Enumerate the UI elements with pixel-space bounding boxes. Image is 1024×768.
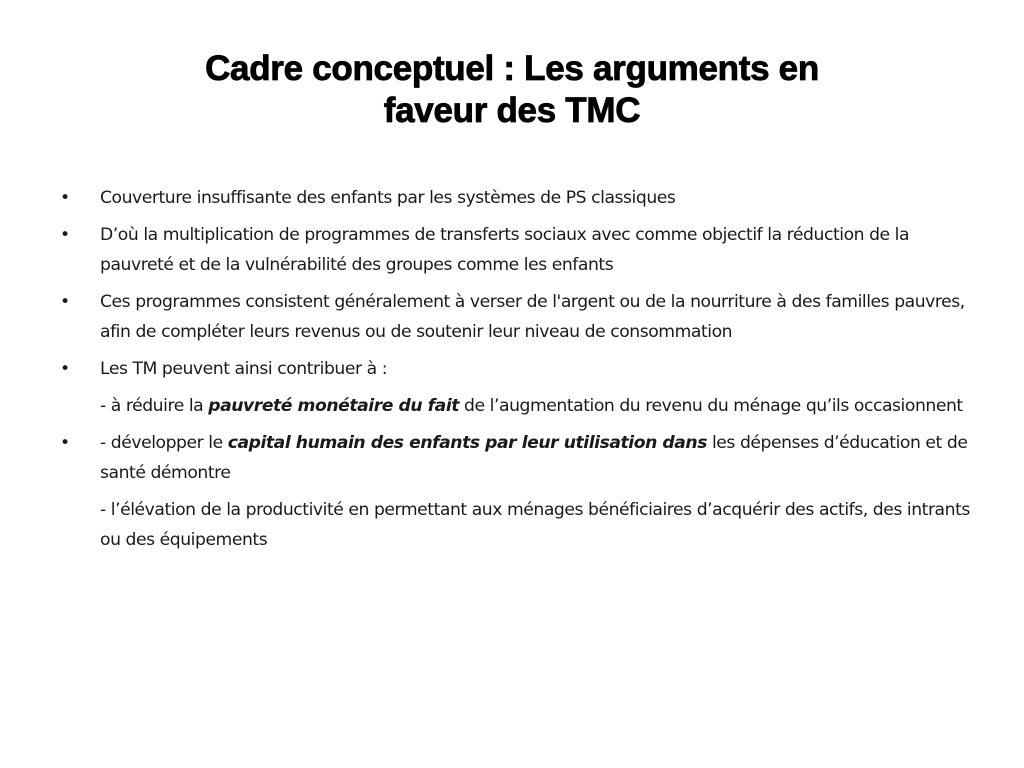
sub-paragraph-text: - à réduire la (100, 396, 209, 416)
sub-paragraph-1 (58, 391, 970, 421)
slide-title-line-1: Cadre conceptuel : Les arguments en (205, 49, 819, 88)
bullet-item-text: Les TM peuvent ainsi contribuer à : (100, 359, 388, 379)
bullet-marker: • (60, 188, 70, 208)
slide-title (60, 48, 964, 132)
bullet-item-text: Couverture insuffisante des enfants par les systèmes de PS classiques (100, 188, 676, 208)
bullet-item-3 (58, 287, 970, 347)
bullet-item-text: les dépenses d’éducation et de santé démontre (100, 433, 968, 483)
bullet-item-2 (58, 220, 970, 280)
emphasis-text: capital humain des enfants par leur utilisation dans (227, 433, 707, 453)
bullet-marker: • (60, 292, 70, 312)
bullet-item-text: Ces programmes consistent généralement à verser de l'argent ou de la nourriture à des familles pauvres, afin de compléter leurs revenus ou de soutenir leur niveau de consommation (100, 292, 965, 342)
bullet-item-text: D’où la multiplication de programmes de transferts sociaux avec comme objectif la réduction de la pauvreté et de la vulnérabilité des groupes comme les enfants (100, 225, 910, 275)
bullet-item-text: - développer le (100, 433, 228, 453)
bullet-item-5 (58, 428, 970, 488)
bullet-marker: • (60, 359, 70, 379)
bullet-item-1 (58, 183, 970, 213)
sub-paragraph-2 (58, 495, 970, 555)
emphasis-text: pauvreté monétaire du fait (208, 396, 460, 416)
bullet-item-4 (58, 354, 970, 384)
sub-paragraph-text: de l’augmentation du revenu du ménage qu’ils occasionnent (459, 396, 963, 416)
bullet-marker: • (60, 225, 70, 245)
slide-title-line-2: faveur des TMC (383, 91, 641, 130)
bullet-marker: • (60, 433, 70, 453)
bullet-list (58, 183, 970, 562)
sub-paragraph-text: - l’élévation de la productivité en permettant aux ménages bénéficiaires d’acquérir des actifs, des intrants ou des équipements (100, 500, 970, 550)
